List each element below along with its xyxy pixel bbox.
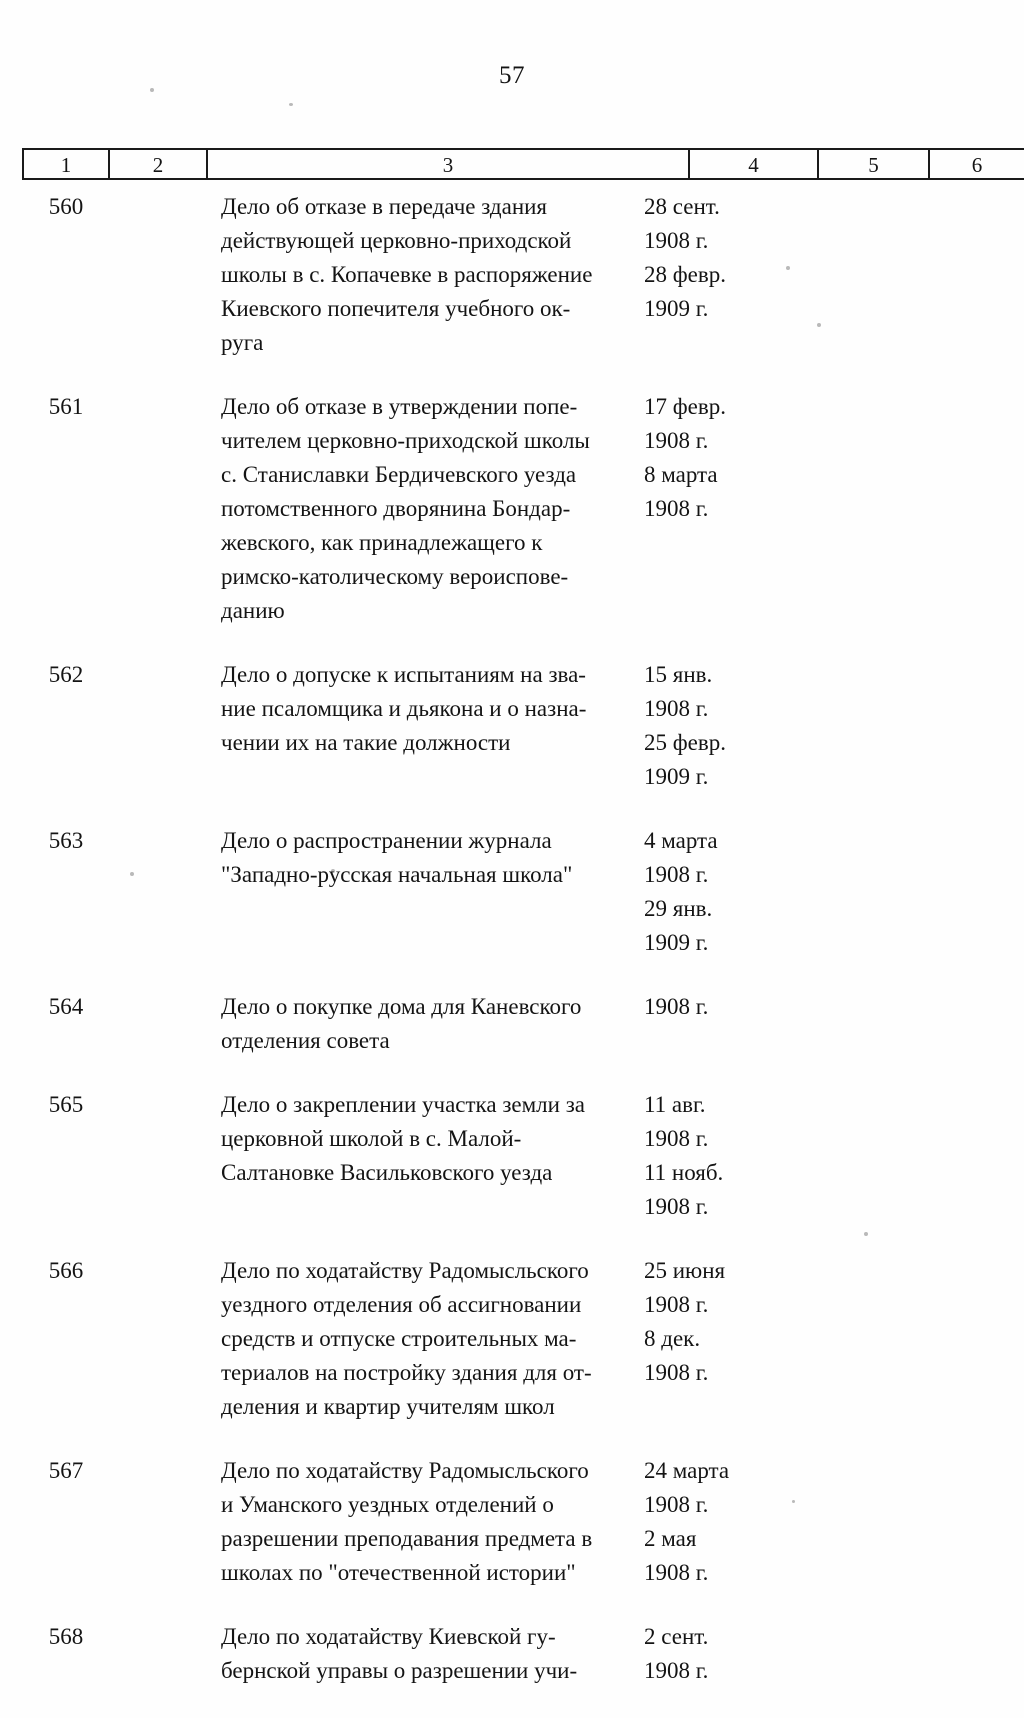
- column-header-3: 3: [208, 150, 690, 180]
- record-title-line: териалов на постройку здания для от-: [221, 1360, 592, 1385]
- table-row: [0, 658, 1024, 824]
- record-dates: [644, 990, 784, 1024]
- record-date-line: 8 марта: [644, 462, 718, 487]
- record-date-line: 1908 г.: [644, 496, 709, 521]
- record-date-line: 15 янв.: [644, 662, 713, 687]
- record-date-line: 1908 г.: [644, 1292, 709, 1317]
- record-date-line: 1909 г.: [644, 296, 709, 321]
- record-title-line: и Уманского уездных отделений о: [221, 1492, 554, 1517]
- record-title-line: чителем церковно-приходской школы: [221, 428, 590, 453]
- record-title-line: с. Станиславки Бердичевского уезда: [221, 462, 577, 487]
- record-title: [221, 1088, 641, 1190]
- table-row: [0, 1254, 1024, 1454]
- page-number: 57: [499, 62, 525, 89]
- record-title-line: данию: [221, 598, 285, 623]
- record-number: 561: [48, 394, 84, 419]
- column-header-1: 1: [22, 150, 110, 180]
- record-title-line: Дело по ходатайству Киевской гу-: [221, 1624, 556, 1649]
- table-row: [0, 824, 1024, 990]
- record-title: [221, 390, 641, 628]
- record-title-line: действующей церковно-приходской: [221, 228, 572, 253]
- record-date-line: 1908 г.: [644, 428, 709, 453]
- record-title-line: Дело об отказе в передаче здания: [221, 194, 548, 219]
- record-date-line: 25 июня: [644, 1258, 726, 1283]
- record-title: [221, 990, 641, 1058]
- record-date-line: 2 мая: [644, 1526, 697, 1551]
- record-date-line: 28 февр.: [644, 262, 726, 287]
- record-title-line: отделения совета: [221, 1028, 390, 1053]
- record-date-line: 1908 г.: [644, 1126, 709, 1151]
- record-date-line: 28 сент.: [644, 194, 720, 219]
- record-title: [221, 190, 641, 360]
- record-date-line: 1908 г.: [644, 1658, 709, 1683]
- record-title-line: Киевского попечителя учебного ок-: [221, 296, 571, 321]
- record-number: 562: [48, 662, 84, 687]
- record-title: [221, 1620, 641, 1688]
- record-title-line: школы в с. Копачевке в распоряжение: [221, 262, 593, 287]
- record-title-line: школах по "отечественной истории": [221, 1560, 576, 1585]
- record-number: 568: [48, 1624, 84, 1649]
- record-date-line: 1908 г.: [644, 1560, 709, 1585]
- record-dates: [644, 824, 784, 960]
- table-row: [0, 1620, 1024, 1718]
- record-title: [221, 658, 641, 760]
- record-title-line: Дело по ходатайству Радомысльского: [221, 1258, 589, 1283]
- record-dates: [644, 1620, 784, 1688]
- record-date-line: 1908 г.: [644, 862, 709, 887]
- record-title-line: уездного отделения об ассигновании: [221, 1292, 582, 1317]
- table-row: [0, 390, 1024, 658]
- record-date-line: 17 февр.: [644, 394, 726, 419]
- record-title-line: Дело о распространении журнала: [221, 828, 552, 853]
- record-date-line: 4 марта: [644, 828, 718, 853]
- record-date-line: 1908 г.: [644, 1360, 709, 1385]
- record-dates: [644, 1254, 784, 1390]
- column-header-5: 5: [819, 150, 930, 180]
- record-title: [221, 1454, 641, 1590]
- record-title-line: Дело о закреплении участка земли за: [221, 1092, 586, 1117]
- record-title-line: деления и квартир учителям школ: [221, 1394, 555, 1419]
- table-row: [0, 1454, 1024, 1620]
- record-date-line: 1908 г.: [644, 696, 709, 721]
- record-date-line: 1909 г.: [644, 764, 709, 789]
- record-date-line: 1909 г.: [644, 930, 709, 955]
- record-date-line: 24 марта: [644, 1458, 730, 1483]
- record-dates: [644, 390, 784, 526]
- column-header-2: 2: [110, 150, 208, 180]
- record-dates: [644, 658, 784, 794]
- record-date-line: 8 дек.: [644, 1326, 701, 1351]
- record-number: 565: [48, 1092, 84, 1117]
- record-title-line: Дело об отказе в утверждении попе-: [221, 394, 578, 419]
- record-date-line: 1908 г.: [644, 1194, 709, 1219]
- record-dates: [644, 1454, 784, 1590]
- scan-speck: [150, 88, 154, 92]
- record-title-line: Дело о покупке дома для Каневского: [221, 994, 582, 1019]
- table-row: [0, 1088, 1024, 1254]
- record-date-line: 1908 г.: [644, 994, 709, 1019]
- record-title-line: жевского, как принадлежащего к: [221, 530, 543, 555]
- table-row: [0, 990, 1024, 1088]
- record-title-line: римско-католическому вероиспове-: [221, 564, 569, 589]
- record-number: 566: [48, 1258, 84, 1283]
- record-dates: [644, 190, 784, 326]
- record-date-line: 1908 г.: [644, 1492, 709, 1517]
- record-date-line: 11 авг.: [644, 1092, 706, 1117]
- record-title-line: разрешении преподавания предмета в: [221, 1526, 593, 1551]
- record-number: 564: [48, 994, 84, 1019]
- record-title-line: "Западно-русская начальная школа": [221, 862, 573, 887]
- column-header-4: 4: [690, 150, 819, 180]
- record-date-line: 2 сент.: [644, 1624, 709, 1649]
- record-title: [221, 1254, 641, 1424]
- record-title-line: потомственного дворянина Бондар-: [221, 496, 571, 521]
- record-title-line: руга: [221, 330, 264, 355]
- table-row: [0, 190, 1024, 390]
- record-date-line: 1908 г.: [644, 228, 709, 253]
- record-date-line: 11 нояб.: [644, 1160, 724, 1185]
- record-title-line: бернской управы о разрешении учи-: [221, 1658, 578, 1683]
- record-title-line: Дело по ходатайству Радомысльского: [221, 1458, 589, 1483]
- record-title-line: средств и отпуске строительных ма-: [221, 1326, 577, 1351]
- record-title-line: Дело о допуске к испытаниям на зва-: [221, 662, 586, 687]
- record-title-line: Салтановке Васильковского уезда: [221, 1160, 553, 1185]
- column-header-6: 6: [971, 153, 983, 177]
- record-number: 560: [48, 194, 84, 219]
- record-title: [221, 824, 641, 892]
- record-number: 567: [48, 1458, 84, 1483]
- table-body: [0, 190, 1024, 1718]
- record-date-line: 25 февр.: [644, 730, 726, 755]
- scan-speck: [289, 103, 293, 106]
- record-dates: [644, 1088, 784, 1224]
- record-date-line: 29 янв.: [644, 896, 713, 921]
- record-title-line: церковной школой в с. Малой-: [221, 1126, 522, 1151]
- table-column-header: [22, 148, 1024, 180]
- record-number: 563: [48, 828, 84, 853]
- record-title-line: ние псаломщика и дьякона и о назна-: [221, 696, 587, 721]
- record-title-line: чении их на такие должности: [221, 730, 511, 755]
